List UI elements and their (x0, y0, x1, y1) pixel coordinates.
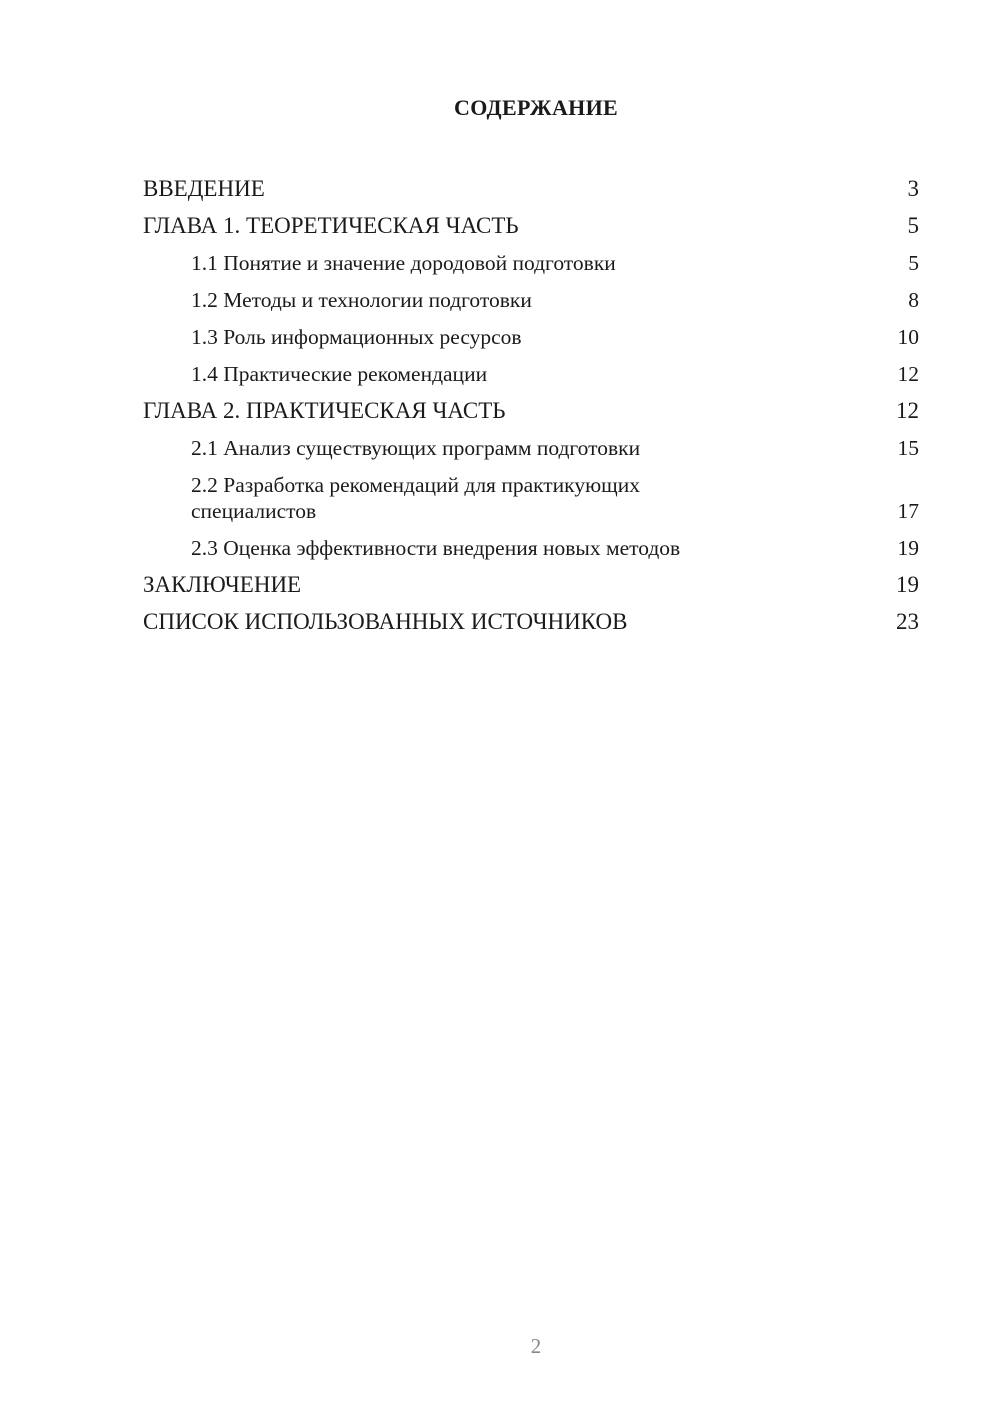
toc-entry-label: 2.2 Разработка рекомендаций для практикующих специалистов (191, 473, 640, 523)
toc-entry-label: 1.4 Практические рекомендации (191, 362, 488, 386)
toc-entry-page: 19 (897, 536, 919, 560)
toc-entry-conclusion (143, 564, 919, 601)
toc-entry-label: 1.1 Понятие и значение дородовой подготовки (191, 251, 616, 275)
toc-entry-label: 2.1 Анализ существующих программ подготовки (191, 436, 641, 460)
toc-entry-page: 15 (897, 436, 919, 460)
toc-entry-label: ВВЕДЕНИЕ (143, 176, 265, 201)
toc-entry-section-2-1 (143, 427, 919, 464)
toc-entry-label: СПИСОК ИСПОЛЬЗОВАННЫХ ИСТОЧНИКОВ (143, 609, 628, 634)
toc-entry-page: 8 (908, 288, 919, 312)
toc-entry-page: 19 (896, 572, 919, 597)
toc-entry-label: 1.2 Методы и технологии подготовки (191, 288, 532, 312)
toc-entry-introduction (143, 168, 919, 205)
toc-entry-page: 5 (908, 251, 919, 275)
toc-entry-chapter-2 (143, 390, 919, 427)
toc-entry-section-2-3 (143, 527, 919, 564)
toc-entry-section-1-1 (143, 242, 919, 279)
page-number: 2 (530, 1334, 542, 1358)
toc-entry-page: 10 (897, 325, 919, 349)
toc-entry-label: ГЛАВА 2. ПРАКТИЧЕСКАЯ ЧАСТЬ (143, 398, 506, 423)
page-title: СОДЕРЖАНИЕ (454, 95, 618, 120)
toc-entry-references (143, 601, 919, 638)
toc-entry-page: 12 (897, 362, 919, 386)
toc-entry-page: 5 (907, 213, 919, 238)
toc-entry-label: ЗАКЛЮЧЕНИЕ (143, 572, 302, 597)
toc-entry-section-1-3 (143, 316, 919, 353)
toc-entry-label: ГЛАВА 1. ТЕОРЕТИЧЕСКАЯ ЧАСТЬ (143, 213, 519, 238)
toc-entry-chapter-1 (143, 205, 919, 242)
toc-entry-label: 1.3 Роль информационных ресурсов (191, 325, 522, 349)
toc-entry-page: 23 (896, 609, 919, 634)
toc-entry-page: 3 (907, 176, 919, 201)
table-of-contents (143, 168, 919, 638)
toc-entry-page: 17 (897, 499, 919, 523)
toc-entry-section-1-4 (143, 353, 919, 390)
toc-entry-section-1-2 (143, 279, 919, 316)
toc-entry-section-2-2 (143, 464, 919, 527)
toc-entry-page: 12 (896, 398, 919, 423)
toc-entry-label: 2.3 Оценка эффективности внедрения новых методов (191, 536, 681, 560)
